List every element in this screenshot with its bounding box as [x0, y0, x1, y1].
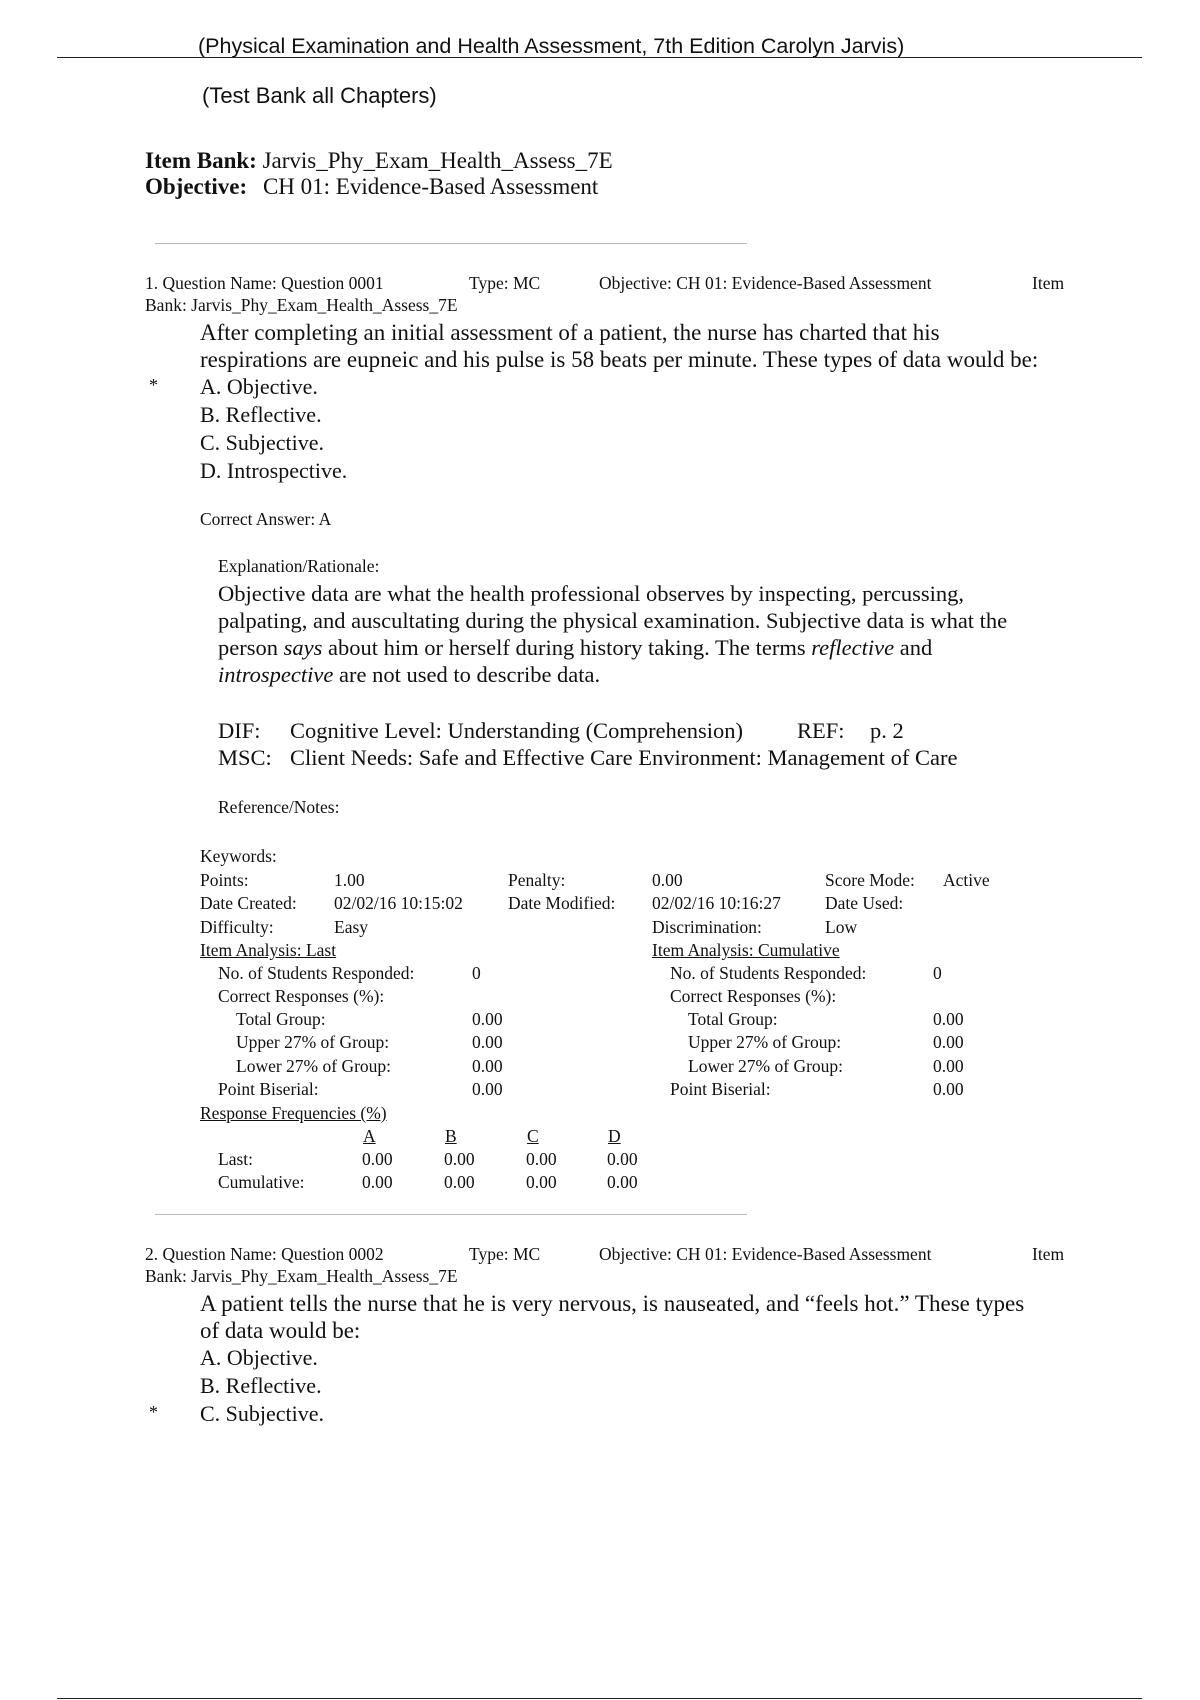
- cum-upper-label: Upper 27% of Group:: [688, 1032, 842, 1052]
- freq-last-label: Last:: [218, 1149, 253, 1169]
- q2-option-a: A. Objective.: [200, 1345, 318, 1370]
- q1-bank: Bank: Jarvis_Phy_Exam_Health_Assess_7E: [145, 295, 458, 315]
- q1-item: Item: [1032, 273, 1065, 293]
- points-label: Points:: [200, 870, 249, 890]
- q1-rationale-line1: Objective data are what the health professional observes by inspecting, percussing,: [218, 581, 965, 606]
- cum-total-group-label: Total Group:: [688, 1009, 778, 1029]
- response-frequencies-title: Response Frequencies (%): [200, 1103, 387, 1123]
- last-total-group-value: 0.00: [472, 1009, 503, 1029]
- difficulty-label: Difficulty:: [200, 917, 274, 937]
- q2-option-b: B. Reflective.: [200, 1373, 322, 1398]
- document-title: (Physical Examination and Health Assessment, 7th Edition Carolyn Jarvis): [198, 34, 905, 58]
- penalty-label: Penalty:: [508, 870, 566, 890]
- last-total-group-label: Total Group:: [236, 1009, 326, 1029]
- q1-msc-label: MSC:: [218, 745, 272, 770]
- item-bank-line: [145, 148, 613, 174]
- freq-header-d: D: [608, 1126, 621, 1146]
- q1-correct-marker: *: [149, 375, 158, 395]
- last-biserial-label: Point Biserial:: [218, 1079, 319, 1099]
- q1-rationale-label: Explanation/Rationale:: [218, 556, 380, 576]
- header-rule: [57, 57, 1142, 58]
- freq-last-a: 0.00: [362, 1149, 393, 1169]
- q1-question-name: 1. Question Name: Question 0001: [145, 273, 384, 293]
- penalty-value: 0.00: [652, 870, 683, 890]
- last-students-value: 0: [472, 963, 481, 983]
- date-modified-label: Date Modified:: [508, 893, 616, 913]
- discrimination-value: Low: [825, 917, 858, 937]
- q1-dif-value: Cognitive Level: Understanding (Comprehension): [290, 718, 744, 743]
- freq-cum-c: 0.00: [526, 1172, 557, 1192]
- score-mode-value: Active: [943, 870, 990, 890]
- score-mode-label: Score Mode:: [825, 870, 915, 890]
- q1-objective: Objective: CH 01: Evidence-Based Assessment: [599, 273, 932, 293]
- freq-last-b: 0.00: [444, 1149, 475, 1169]
- q1-stem-line1: After completing an initial assessment of a patient, the nurse has charted that his: [200, 320, 940, 345]
- last-lower-value: 0.00: [472, 1056, 503, 1076]
- last-biserial-value: 0.00: [472, 1079, 503, 1099]
- last-upper-label: Upper 27% of Group:: [236, 1032, 390, 1052]
- cum-upper-value: 0.00: [933, 1032, 964, 1052]
- item-bank-label: Item Bank:: [145, 148, 257, 173]
- item-analysis-cumulative-title: Item Analysis: Cumulative: [652, 940, 840, 960]
- q1-reference-notes: Reference/Notes:: [218, 797, 340, 817]
- freq-cum-b: 0.00: [444, 1172, 475, 1192]
- q1-ref-label: REF:: [797, 718, 845, 743]
- last-lower-label: Lower 27% of Group:: [236, 1056, 392, 1076]
- freq-header-c: C: [527, 1126, 539, 1146]
- date-modified-value: 02/02/16 10:16:27: [652, 893, 781, 913]
- footer-rule: [57, 1698, 1142, 1699]
- q1-stem-line2: respirations are eupneic and his pulse is 58 beats per minute. These types of data would be:: [200, 347, 1039, 372]
- q1-option-d: D. Introspective.: [200, 458, 348, 483]
- cum-students-value: 0: [933, 963, 942, 983]
- q1-type: Type: MC: [469, 273, 541, 293]
- objective-label: Objective:: [145, 174, 248, 199]
- cum-students-label: No. of Students Responded:: [670, 963, 867, 983]
- last-students-label: No. of Students Responded:: [218, 963, 415, 983]
- item-bank-value: Jarvis_Phy_Exam_Health_Assess_7E: [262, 148, 613, 173]
- date-used-label: Date Used:: [825, 893, 904, 913]
- q1-dif-label: DIF:: [218, 718, 261, 743]
- date-created-value: 02/02/16 10:15:02: [334, 893, 463, 913]
- separator: [155, 1214, 747, 1215]
- q1-option-a: A. Objective.: [200, 374, 318, 399]
- q1-option-c: C. Subjective.: [200, 430, 325, 455]
- objective-line: [145, 174, 598, 200]
- freq-cum-a: 0.00: [362, 1172, 393, 1192]
- q1-correct-answer: Correct Answer: A: [200, 509, 332, 529]
- cum-lower-value: 0.00: [933, 1056, 964, 1076]
- q2-correct-marker: *: [149, 1402, 158, 1422]
- q1-rationale-line4: introspective are not used to describe data.: [218, 662, 601, 687]
- freq-header-b: B: [445, 1126, 457, 1146]
- q1-ref-value: p. 2: [870, 718, 904, 743]
- cum-correct-responses-label: Correct Responses (%):: [670, 986, 837, 1006]
- q1-option-b: B. Reflective.: [200, 402, 322, 427]
- q1-keywords: Keywords:: [200, 846, 277, 866]
- q2-option-c: C. Subjective.: [200, 1401, 325, 1426]
- item-analysis-last-title: Item Analysis: Last: [200, 940, 337, 960]
- freq-header-a: A: [363, 1126, 376, 1146]
- cum-biserial-label: Point Biserial:: [670, 1079, 771, 1099]
- q2-item: Item: [1032, 1244, 1065, 1264]
- q2-objective: Objective: CH 01: Evidence-Based Assessment: [599, 1244, 932, 1264]
- q2-stem-line1: A patient tells the nurse that he is very nervous, is nauseated, and “feels hot.” These types: [200, 1291, 1025, 1316]
- q2-bank: Bank: Jarvis_Phy_Exam_Health_Assess_7E: [145, 1266, 458, 1286]
- date-created-label: Date Created:: [200, 893, 297, 913]
- objective-value: CH 01: Evidence-Based Assessment: [262, 174, 599, 199]
- discrimination-label: Discrimination:: [652, 917, 762, 937]
- cum-biserial-value: 0.00: [933, 1079, 964, 1099]
- freq-last-d: 0.00: [607, 1149, 638, 1169]
- q2-stem-line2: of data would be:: [200, 1318, 361, 1343]
- freq-cum-d: 0.00: [607, 1172, 638, 1192]
- q1-rationale-line3: person says about him or herself during history taking. The terms reflective and: [218, 635, 933, 660]
- freq-last-c: 0.00: [526, 1149, 557, 1169]
- freq-cumulative-label: Cumulative:: [218, 1172, 305, 1192]
- document-subtitle: (Test Bank all Chapters): [202, 83, 437, 108]
- cum-total-group-value: 0.00: [933, 1009, 964, 1029]
- points-value: 1.00: [334, 870, 365, 890]
- q1-msc-value: Client Needs: Safe and Effective Care Environment: Management of Care: [290, 745, 958, 770]
- last-upper-value: 0.00: [472, 1032, 503, 1052]
- cum-lower-label: Lower 27% of Group:: [688, 1056, 844, 1076]
- separator: [155, 243, 747, 244]
- q1-rationale-line2: palpating, and auscultating during the physical examination. Subjective data is what the: [218, 608, 1008, 633]
- q2-type: Type: MC: [469, 1244, 541, 1264]
- last-correct-responses-label: Correct Responses (%):: [218, 986, 385, 1006]
- q2-question-name: 2. Question Name: Question 0002: [145, 1244, 384, 1264]
- difficulty-value: Easy: [334, 917, 369, 937]
- q1-rationale: [218, 580, 1007, 688]
